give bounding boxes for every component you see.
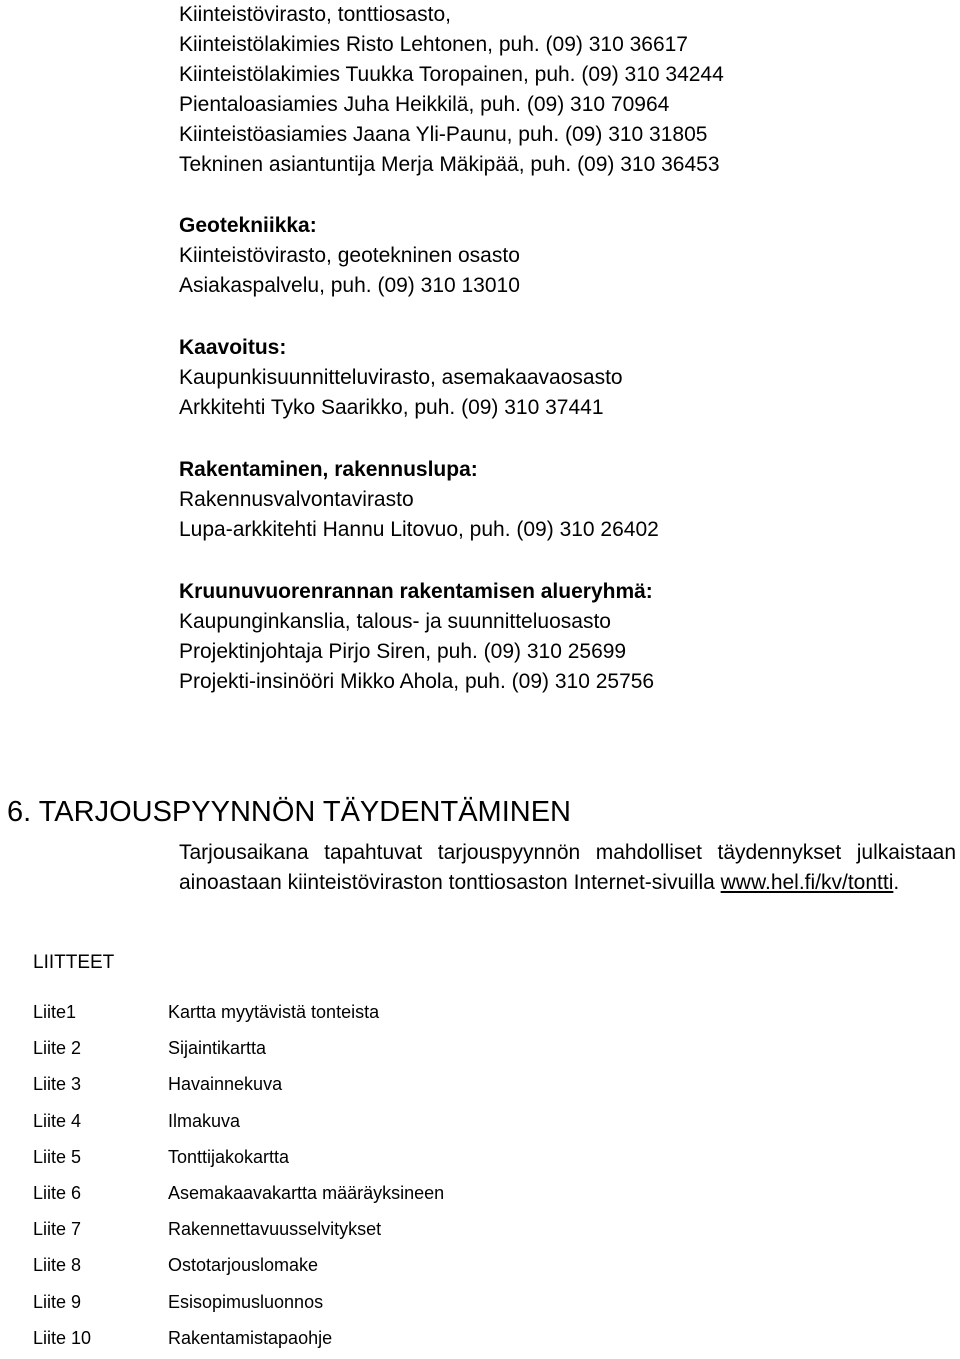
contact-line: Asiakaspalvelu, puh. (09) 310 13010	[179, 274, 520, 297]
attachment-id: Liite 5	[33, 1146, 82, 1167]
section-heading: Geotekniikka:	[179, 214, 317, 237]
section-6-paragraph	[179, 838, 956, 898]
attachment-id: Liite 7	[33, 1219, 82, 1240]
contact-line: Kaupunkisuunnitteluvirasto, asemakaavaosasto	[179, 366, 623, 389]
contact-block-rakentaminen	[179, 455, 949, 545]
contact-line: Kiinteistöasiamies Jaana Yli-Paunu, puh. (09) 310 31805	[179, 123, 708, 146]
contact-line: Kiinteistövirasto, geotekninen osasto	[179, 244, 520, 267]
attachment-id: Liite 4	[33, 1110, 82, 1131]
paragraph-text: Tarjousaikana tapahtuvat tarjouspyynnön mahdolliset täydennykset julkaistaan ainoastaan kiinteistöviraston tonttiosaston Internet-sivuilla	[179, 841, 956, 894]
section-6-title: 6. TARJOUSPYYNNÖN TÄYDENTÄMINEN	[7, 796, 571, 828]
contact-line: Rakennusvalvontavirasto	[179, 488, 414, 511]
contact-line: Pientaloasiamies Juha Heikkilä, puh. (09) 310 70964	[179, 93, 670, 116]
contact-block-geotekniikka	[179, 211, 949, 301]
attachment-id: Liite 6	[33, 1182, 82, 1203]
attachment-id: Liite 3	[33, 1074, 82, 1095]
attachments-heading: LIITTEET	[33, 952, 115, 973]
contact-line: Kiinteistövirasto, tonttiosasto,	[179, 3, 451, 26]
contact-line: Kiinteistölakimies Risto Lehtonen, puh. (09) 310 36617	[179, 33, 688, 56]
contact-line: Arkkitehti Tyko Saarikko, puh. (09) 310 37441	[179, 396, 604, 419]
list-item	[33, 1033, 633, 1069]
attachment-description: Sijaintikartta	[168, 1038, 267, 1059]
attachment-description: Kartta myytävistä tonteista	[168, 1002, 380, 1022]
attachment-id: Liite 10	[33, 1327, 92, 1348]
attachment-id: Liite 8	[33, 1255, 82, 1276]
section-heading: Kaavoitus:	[179, 336, 287, 359]
contact-line: Projekti-insinööri Mikko Ahola, puh. (09) 310 25756	[179, 670, 655, 693]
contact-block-kruunuvuori	[179, 577, 949, 697]
list-item	[33, 1106, 633, 1142]
paragraph-end: .	[893, 871, 900, 894]
attachment-description: Esisopimusluonnos	[168, 1291, 324, 1312]
attachment-description: Tonttijakokartta	[168, 1146, 290, 1167]
contact-line: Tekninen asiantuntija Merja Mäkipää, puh. (09) 310 36453	[179, 153, 720, 176]
attachments-list	[33, 997, 633, 1359]
list-item	[33, 1250, 633, 1286]
contact-line: Kiinteistölakimies Tuukka Toropainen, puh. (09) 310 34244	[179, 63, 724, 86]
contact-block-kaavoitus	[179, 333, 949, 423]
attachment-description: Havainnekuva	[168, 1074, 283, 1095]
attachment-id: Liite1	[33, 1002, 77, 1022]
attachment-description: Ostotarjouslomake	[168, 1255, 319, 1276]
attachment-description: Ilmakuva	[168, 1110, 241, 1131]
list-item	[33, 1069, 633, 1105]
attachment-description: Rakentamistapaohje	[168, 1327, 333, 1348]
attachment-description: Rakennettavuusselvitykset	[168, 1219, 382, 1240]
list-item	[33, 1323, 633, 1359]
section-heading: Rakentaminen, rakennuslupa:	[179, 458, 478, 481]
list-item	[33, 997, 633, 1033]
attachment-id: Liite 9	[33, 1291, 82, 1312]
contact-block-tonttiosasto	[179, 0, 949, 180]
attachment-id: Liite 2	[33, 1038, 82, 1059]
list-item	[33, 1287, 633, 1323]
list-item	[33, 1214, 633, 1250]
list-item	[33, 1142, 633, 1178]
attachment-description: Asemakaavakartta määräyksineen	[168, 1182, 445, 1203]
section-heading: Kruunuvuorenrannan rakentamisen alueryhmä:	[179, 580, 653, 603]
contact-line: Kaupunginkanslia, talous- ja suunnitteluosasto	[179, 610, 611, 633]
tontti-link[interactable]: www.hel.fi/kv/tontti	[720, 871, 894, 894]
contact-line: Lupa-arkkitehti Hannu Litovuo, puh. (09) 310 26402	[179, 518, 659, 541]
list-item	[33, 1178, 633, 1214]
contact-line: Projektinjohtaja Pirjo Siren, puh. (09) 310 25699	[179, 640, 627, 663]
